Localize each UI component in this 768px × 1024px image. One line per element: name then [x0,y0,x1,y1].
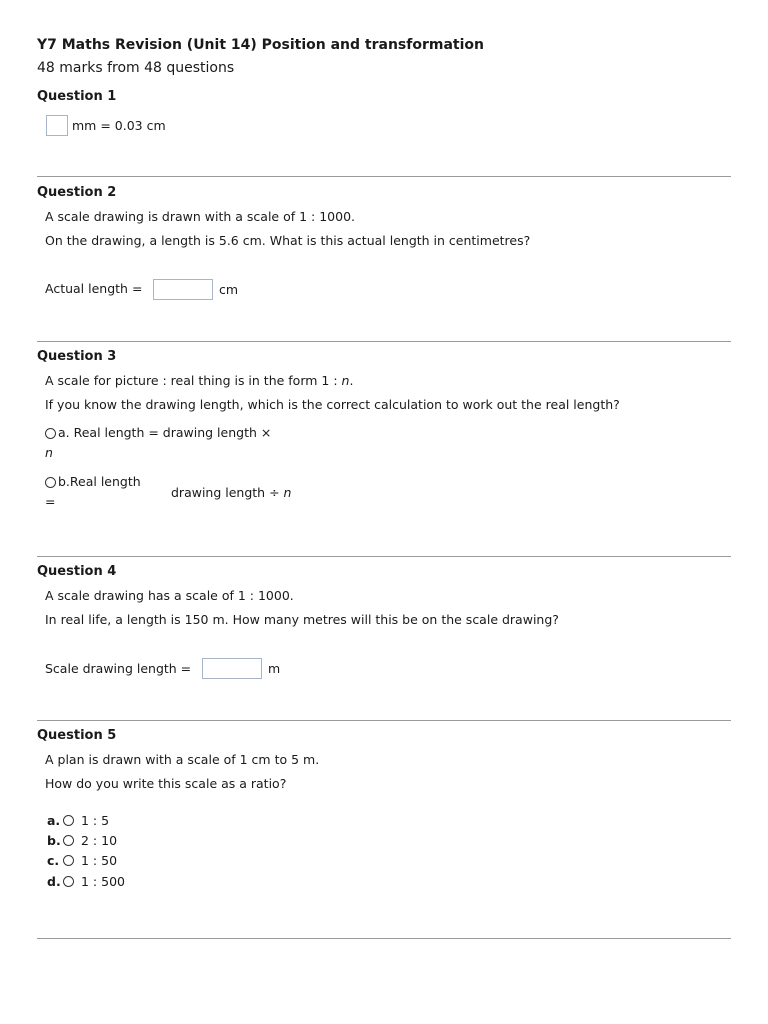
question-2-line-2: On the drawing, a length is 5.6 cm. What is this actual length in centimetres? [45,233,531,248]
divider [37,176,731,177]
question-2-unit: cm [219,282,239,297]
question-3-line-2: If you know the drawing length, which is the correct calculation to work out the real length? [45,397,620,412]
question-5-option-d-letter: d. [47,874,61,889]
question-5-option-a-radio[interactable] [63,815,74,826]
question-3-line-1-text: A scale for picture : real thing is in the form 1 : [45,373,342,388]
question-4-line-1: A scale drawing has a scale of 1 : 1000. [45,588,294,603]
question-4-line-2: In real life, a length is 150 m. How many metres will this be on the scale drawing? [45,612,559,627]
question-2-answer-input[interactable] [153,279,213,300]
question-3-line-1 [45,373,353,388]
question-3-option-a-variable: n [45,445,53,460]
divider [37,341,731,342]
variable-n: n [341,373,350,388]
question-3-option-b-value [171,485,291,500]
question-5-option-c-radio[interactable] [63,855,74,866]
question-5-option-c-text: 1 : 50 [81,853,118,868]
question-3-option-b-label: b.Real length [58,474,141,489]
question-2-answer-label: Actual length = [45,281,143,296]
divider [37,938,731,939]
question-5-line-1: A plan is drawn with a scale of 1 cm to 5 m. [45,752,320,767]
divider [37,556,731,557]
question-3-option-b-equals: = [45,494,56,509]
question-3-option-a-radio[interactable] [45,428,56,439]
question-4-unit: m [268,661,281,676]
question-5-option-b-letter: b. [47,833,61,848]
question-5-option-b-text: 2 : 10 [81,833,118,848]
question-1-text: mm = 0.03 cm [72,118,166,133]
variable-n: n [283,485,292,500]
question-5-option-c-letter: c. [47,853,60,868]
divider [37,720,731,721]
question-2-line-1: A scale drawing is drawn with a scale of 1 : 1000. [45,209,356,224]
question-3-option-b-value-text: drawing length ÷ [171,485,284,500]
question-1-answer-input[interactable] [46,115,68,136]
question-5-heading: Question 5 [37,728,117,743]
question-3-line-1-end: . [349,373,354,388]
question-5-line-2: How do you write this scale as a ratio? [45,776,287,791]
question-5-option-a-letter: a. [47,813,61,828]
question-4-heading: Question 4 [37,564,117,579]
question-3-option-a-label: a. Real length = drawing length × [58,425,272,440]
question-5-option-d-text: 1 : 500 [81,874,125,889]
question-4-answer-input[interactable] [202,658,262,679]
question-1-heading: Question 1 [37,89,117,104]
question-5-option-b-radio[interactable] [63,835,74,846]
worksheet-subtitle: 48 marks from 48 questions [37,60,235,76]
question-4-answer-label: Scale drawing length = [45,661,192,676]
worksheet-title: Y7 Maths Revision (Unit 14) Position and transformation [37,37,484,53]
question-2-heading: Question 2 [37,185,117,200]
question-5-option-d-radio[interactable] [63,876,74,887]
question-5-option-a-text: 1 : 5 [81,813,110,828]
question-3-option-b-radio[interactable] [45,477,56,488]
question-3-heading: Question 3 [37,349,117,364]
